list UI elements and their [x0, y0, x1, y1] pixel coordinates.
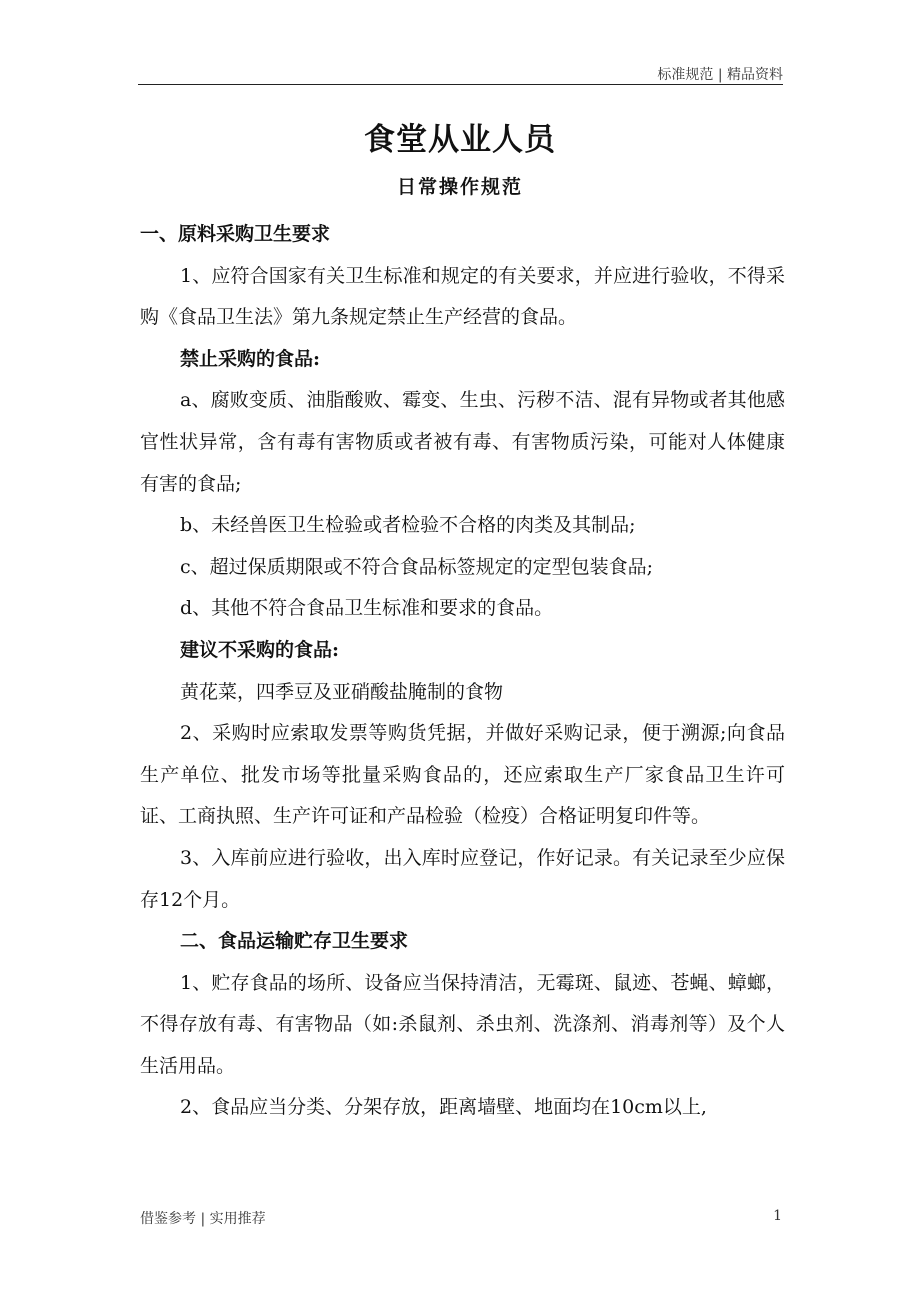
document-subtitle: 日常操作规范 — [396, 176, 523, 198]
document-body — [140, 214, 785, 1129]
document-title: 食堂从业人员 — [364, 122, 556, 158]
advised-foods-text: 黄花菜，四季豆及亚硝酸盐腌制的食物 — [180, 680, 504, 703]
page-footer: 借鉴参考 | 实用推荐 — [140, 1211, 266, 1227]
advised-foods-heading: 建议不采购的食品: — [180, 638, 340, 661]
paragraph-a: a、腐败变质、油脂酸败、霉变、生虫、污秽不洁、混有异物或者其他感官性状异常，含有毒有害物质或者被有毒、有害物质污染，可能对人体健康有害的食品; — [140, 389, 785, 495]
paragraph-4: 1、贮存食品的场所、设备应当保持清洁，无霉斑、鼠迹、苍蝇、蟑螂，不得存放有毒、有害物品（如:杀鼠剂、杀虫剂、洗涤剂、消毒剂等）及个人生活用品。 — [140, 971, 785, 1077]
paragraph-b: b、未经兽医卫生检验或者检验不合格的肉类及其制品; — [180, 514, 636, 537]
forbidden-foods-heading: 禁止采购的食品: — [180, 347, 321, 370]
paragraph-5: 2、食品应当分类、分架存放，距离墙壁、地面均在10cm以上, — [180, 1096, 707, 1119]
section-heading-2: 二、食品运输贮存卫生要求 — [180, 930, 409, 953]
header-rule — [138, 84, 783, 85]
paragraph-c: c、超过保质期限或不符合食品标签规定的定型包装食品; — [180, 555, 654, 578]
paragraph-3: 3、入库前应进行验收，出入库时应登记，作好记录。有关记录至少应保存12个月。 — [140, 846, 785, 911]
paragraph-1: 1、应符合国家有关卫生标准和规定的有关要求，并应进行验收，不得采购《食品卫生法》第九条规定禁止生产经营的食品。 — [140, 264, 785, 329]
paragraph-2: 2、采购时应索取发票等购货凭据，并做好采购记录，便于溯源;向食品生产单位、批发市场等批量采购食品的，还应索取生产厂家食品卫生许可证、工商执照、生产许可证和产品检验（检疫）合格证明复印件等。 — [140, 722, 785, 828]
section-heading-1: 一、原料采购卫生要求 — [140, 223, 331, 245]
paragraph-d: d、其他不符合食品卫生标准和要求的食品。 — [180, 597, 554, 620]
page-number: 1 — [773, 1208, 782, 1224]
page-header: 标准规范 | 精品资料 — [657, 67, 783, 83]
